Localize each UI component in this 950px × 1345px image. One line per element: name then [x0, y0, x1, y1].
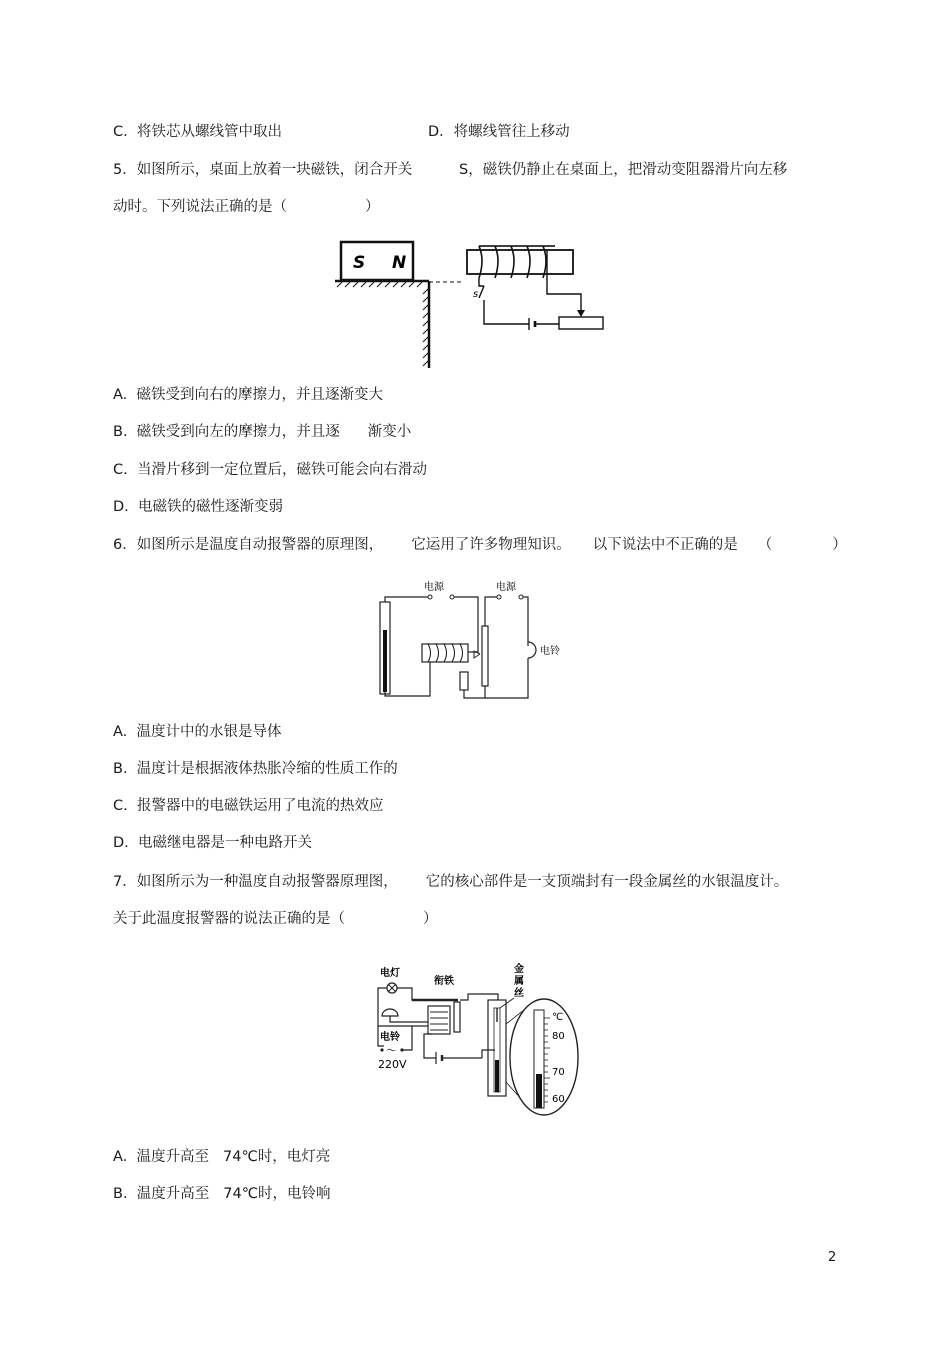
q5-stem-line1b: S，磁铁仍静止在桌面上，把滑动变阻器滑片向左移 — [459, 162, 788, 178]
scale-mercury — [536, 1074, 542, 1108]
q5-stem-line1a: 5．如图所示，桌面上放着一块磁铁，闭合开关 — [113, 162, 413, 178]
power1-label: 电源 — [424, 582, 444, 593]
voltage-label: 220V — [378, 1058, 407, 1071]
magnet-s-label: S — [353, 253, 366, 273]
ac-symbol: ～ — [386, 1044, 397, 1057]
q6-stem: 6．如图所示是温度自动报警器的原理图， 它运用了许多物理知识。 以下说法中不正确的是 （ ） — [113, 537, 847, 553]
bell-label: 电铃 — [380, 1032, 400, 1043]
scale-tick-80: 80 — [552, 1031, 565, 1042]
rheostat — [559, 317, 603, 329]
q7-option-b: B. 温度升高至 74℃时，电铃响 — [113, 1186, 331, 1202]
switch-label: s — [473, 289, 479, 300]
q6-option-b: B. 温度计是根据液体热胀冷缩的性质工作的 — [113, 761, 398, 777]
table-hatching — [337, 281, 429, 366]
q4-option-d: D．将螺线管往上移动 — [428, 124, 570, 140]
magnet-n-label: N — [392, 253, 407, 273]
page-number: 2 — [828, 1250, 837, 1265]
q7-stem-line2: 关于此温度报警器的说法正确的是（ ） — [113, 911, 438, 927]
scale-tick-70: 70 — [552, 1067, 565, 1078]
bell-icon — [528, 642, 536, 658]
terminal — [428, 595, 432, 599]
armature — [482, 626, 488, 686]
power2-label: 电源 — [496, 582, 516, 593]
lamp-label: 电灯 — [380, 968, 400, 979]
wire-label-3: 丝 — [514, 988, 524, 999]
switch-s — [479, 286, 484, 298]
q6-option-a: A. 温度计中的水银是导体 — [113, 724, 282, 740]
wire-label-2: 属 — [514, 976, 524, 987]
q6-figure-alarm-circuit — [372, 574, 582, 702]
bell-icon — [382, 1009, 398, 1016]
q6-option-c: C. 报警器中的电磁铁运用了电流的热效应 — [113, 798, 384, 814]
q4-option-c: C. 将铁芯从螺线管中取出 — [113, 124, 282, 140]
mercury-column — [383, 630, 387, 692]
q5-option-b: B. 磁铁受到向左的摩擦力，并且逐 渐变小 — [113, 424, 412, 440]
scale-unit: ℃ — [552, 1012, 564, 1023]
rheostat-slider-arrow — [577, 310, 585, 317]
q5-option-a: A. 磁铁受到向右的摩擦力，并且逐渐变大 — [113, 387, 383, 403]
mercury-column — [495, 1060, 499, 1092]
q5-option-d: D. 电磁铁的磁性逐渐变弱 — [113, 499, 283, 515]
q5-figure-magnet-circuit — [333, 236, 608, 374]
solenoid-core — [467, 250, 573, 274]
scale-tick-60: 60 — [552, 1094, 565, 1105]
wire-label-1: 金 — [514, 964, 524, 975]
bell-label: 电铃 — [540, 646, 560, 657]
q6-option-d: D. 电磁继电器是一种电路开关 — [113, 835, 312, 851]
q7-option-a: A. 温度升高至 74℃时，电灯亮 — [113, 1149, 331, 1165]
q7-figure-alarm-circuit — [372, 962, 582, 1120]
contact — [460, 672, 468, 690]
q7-stem-line1: 7．如图所示为一种温度自动报警器原理图， 它的核心部件是一支顶端封有一段金属丝的水银温度计。 — [113, 874, 789, 890]
q5-stem-line2: 动时。下列说法正确的是（ ） — [113, 199, 380, 215]
armature-label: 衔铁 — [434, 976, 454, 987]
terminal — [450, 595, 454, 599]
q5-option-c: C. 当滑片移到一定位置后，磁铁可能会向右滑动 — [113, 462, 427, 478]
spring-post — [454, 1002, 460, 1032]
